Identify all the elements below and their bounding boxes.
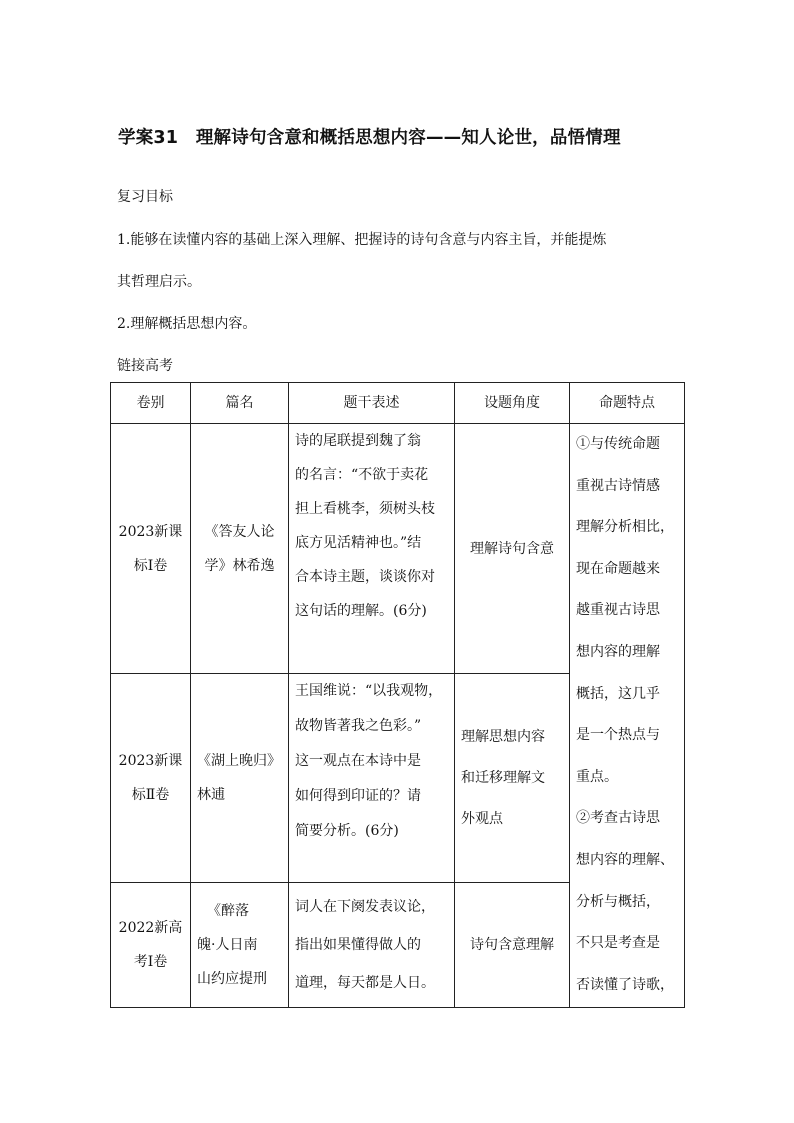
cell-angle: 诗句含意理解 [455,883,570,1008]
section-heading-exam-links: 链接高考 [117,358,173,374]
table-header-row [111,383,685,424]
cell-question: 王国维说：“以我观物， 故物皆著我之色彩。” 这一观点在本诗中是 如何得到印证的？请 简要分析。(6分) [289,674,455,883]
goal-1-line-2: 其哲理启示。 [117,274,201,290]
cell-poem: 《醉落 魄·人日南 山约应提刑 [191,883,289,1008]
cell-angle: 理解诗句含意 [455,424,570,674]
cell-angle: 理解思想内容 和迁移理解文 外观点 [455,674,570,883]
cell-poem: 《湖上晚归》 林逋 [191,674,289,883]
header-paper: 卷别 [111,383,191,424]
header-poem: 篇名 [191,383,289,424]
section-heading-goals: 复习目标 [117,189,173,205]
page-title: 学案31 理解诗句含意和概括思想内容——知人论世，品悟情理 [118,128,621,148]
cell-features: ①与传统命题 重视古诗情感 理解分析相比， 现在命题越来 越重视古诗思 想内容的理解 概括，这几乎 是一个热点与 重点。 ②考查古诗思 想内容的理解、 分析与概括， 不只是考查是 否读懂了诗歌， [570,424,685,1008]
cell-paper: 2023新课 标Ⅱ卷 [111,674,191,883]
cell-paper: 2022新高 考Ⅰ卷 [111,883,191,1008]
cell-paper: 2023新课 标Ⅰ卷 [111,424,191,674]
exam-table [110,382,685,1008]
cell-poem: 《答友人论 学》林希逸 [191,424,289,674]
cell-question: 诗的尾联提到魏了翁 的名言：“不欲于卖花 担上看桃李，须树头枝 底方见活精神也。”结 合本诗主题，谈谈你对 这句话的理解。(6分) [289,424,455,674]
goal-2: 2.理解概括思想内容。 [117,316,257,332]
header-features: 命题特点 [570,383,685,424]
table-row [111,424,685,674]
goal-1-line-1: 1.能够在读懂内容的基础上深入理解、把握诗的诗句含意与内容主旨，并能提炼 [117,232,607,248]
cell-question: 词人在下阕发表议论， 指出如果懂得做人的 道理，每天都是人日。 [289,883,455,1008]
header-angle: 设题角度 [455,383,570,424]
header-question: 题干表述 [289,383,455,424]
